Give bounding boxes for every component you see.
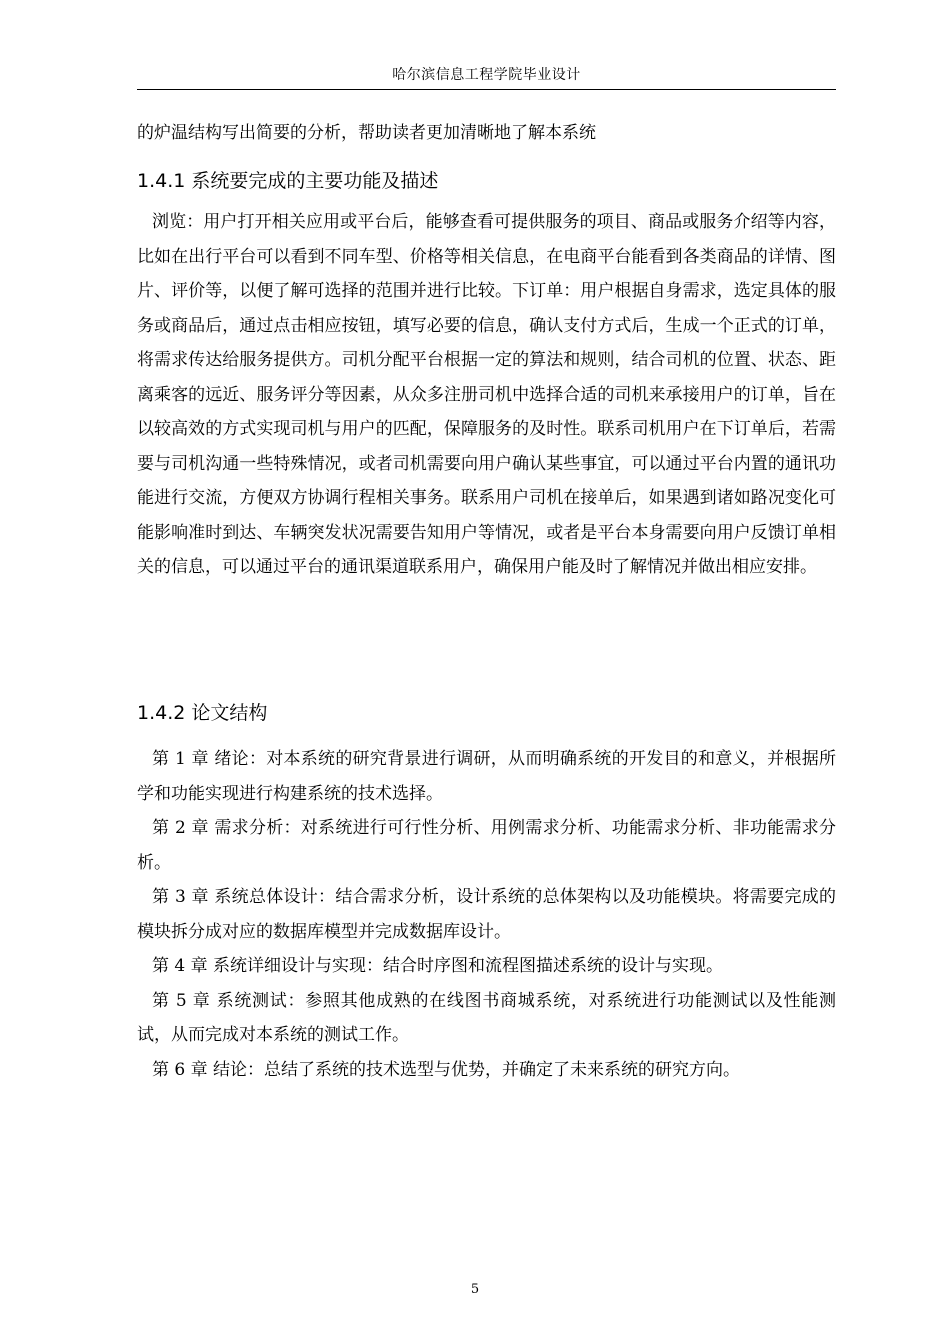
chapter-list [137,742,836,1087]
chapter-item-4: 第 4 章 系统详细设计与实现：结合时序图和流程图描述系统的设计与实现。 [152,956,724,976]
functions-paragraph: 浏览：用户打开相关应用或平台后，能够查看可提供服务的项目、商品或服务介绍等内容，比如在出行平台可以看到不同车型、价格等相关信息，在电商平台能看到各类商品的详情、图片、评价等，以便了解可选择的范围并进行比较。下订单：用户根据自身需求，选定具体的服务或商品后，通过点击相应按钮，填写必要的信息，确认支付方式后，生成一个正式的订单，将需求传达给服务提供方。司机分配平台根据一定的算法和规则，结合司机的位置、状态、距离乘客的远近、服务评分等因素，从众多注册司机中选择合适的司机来承接用户的订单，旨在以较高效的方式实现司机与用户的匹配，保障服务的及时性。联系司机用户在下订单后，若需要与司机沟通一些特殊情况，或者司机需要向用户确认某些事宜，可以通过平台内置的通讯功能进行交流，方便双方协调行程相关事务。联系用户司机在接单后，如果遇到诸如路况变化可能影响准时到达、车辆突发状况需要告知用户等情况，或者是平台本身需要向用户反馈订单相关的信息，可以通过平台的通讯渠道联系用户，确保用户能及时了解情况并做出相应安排。 [137,212,836,577]
chapter-item-3: 第 3 章 系统总体设计：结合需求分析，设计系统的总体架构以及功能模块。将需要完成的模块拆分成对应的数据库模型并完成数据库设计。 [137,887,836,942]
chapter-item-6: 第 6 章 结论：总结了系统的技术选型与优势，并确定了未来系统的研究方向。 [152,1059,741,1080]
page-number: 5 [470,1282,480,1297]
chapter-item-1: 第 1 章 绪论：对本系统的研究背景进行调研，从而明确系统的开发目的和意义，并根据所学和功能实现进行构建系统的技术选择。 [137,749,836,804]
running-header: 哈尔滨信息工程学院毕业设计 [392,67,581,83]
section-heading-1-4-2: 1.4.2 论文结构 [137,702,268,724]
continuation-paragraph: 的炉温结构写出简要的分析，帮助读者更加清晰地了解本系统 [137,123,596,143]
header-rule [137,89,836,90]
chapter-item-2: 第 2 章 需求分析：对系统进行可行性分析、用例需求分析、功能需求分析、非功能需求分析。 [137,818,836,873]
section-heading-1-4-1: 1.4.1 系统要完成的主要功能及描述 [137,170,439,192]
chapter-item-5: 第 5 章 系统测试：参照其他成熟的在线图书商城系统，对系统进行功能测试以及性能测试，从而完成对本系统的测试工作。 [137,990,836,1045]
